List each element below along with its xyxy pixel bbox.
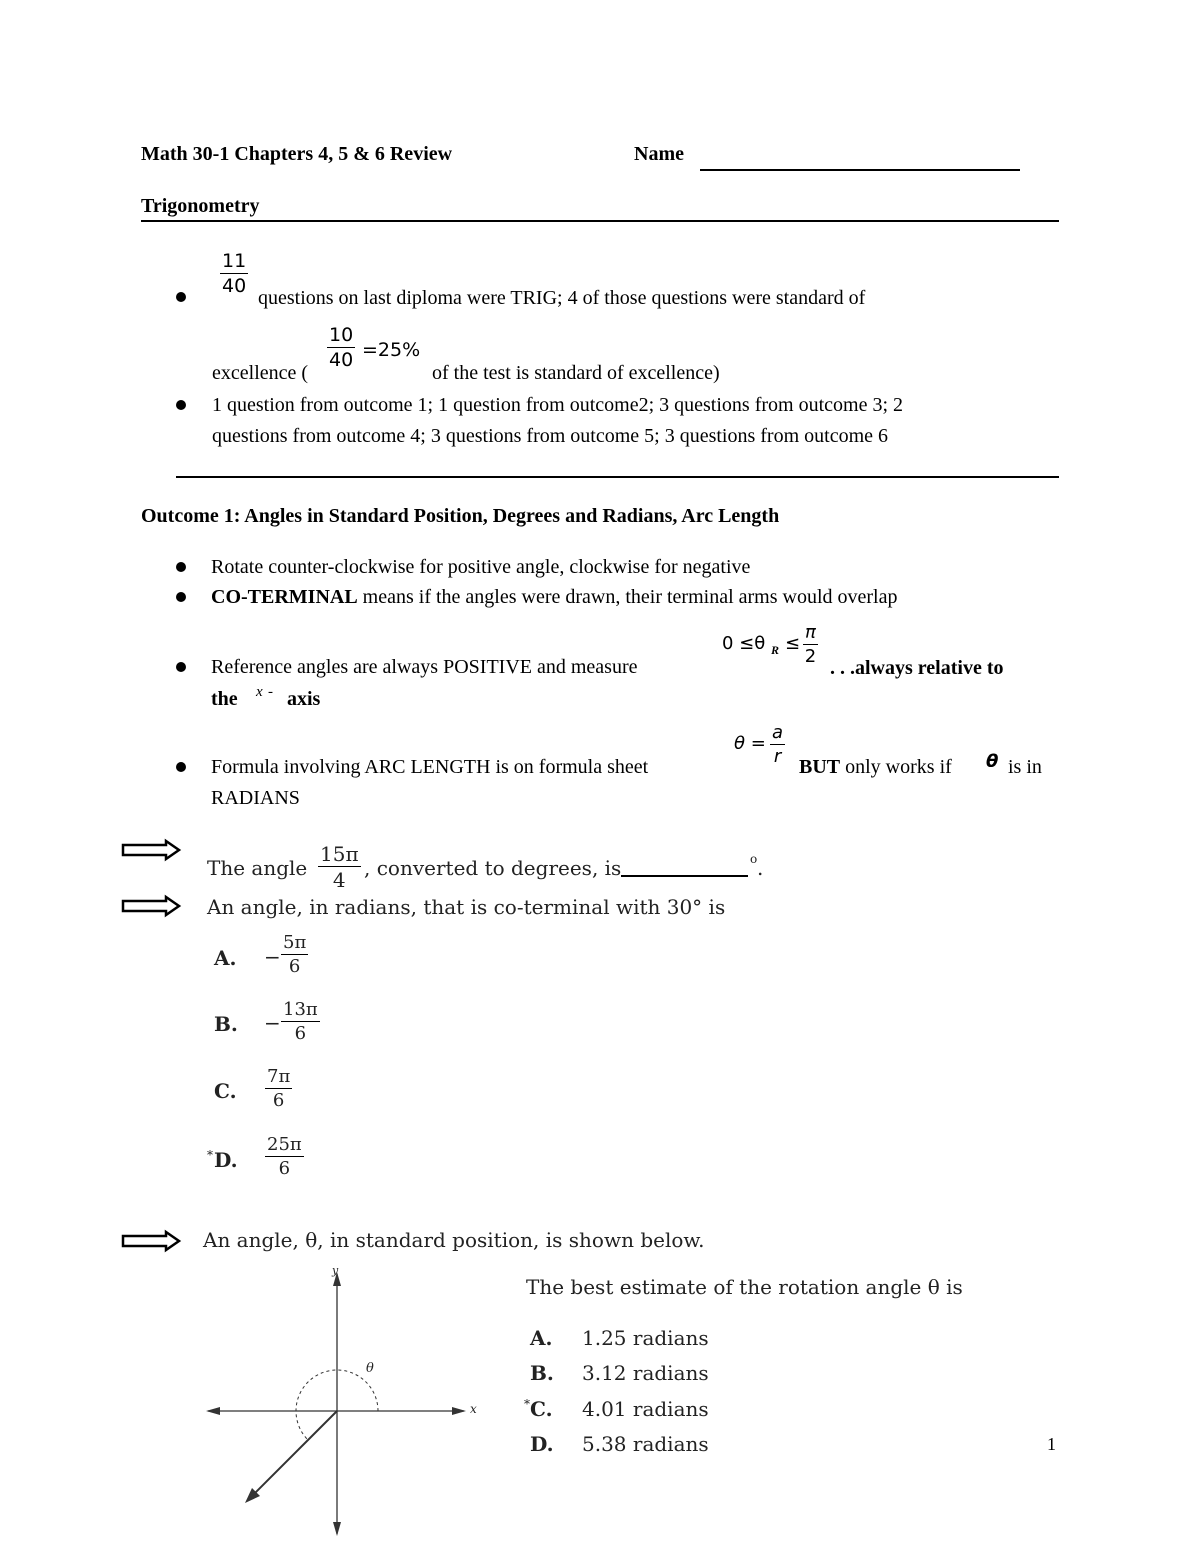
coterminal-term: CO-TERMINAL [211,586,358,608]
is-in-text: is in [1008,756,1042,778]
fraction-numerator: 11 [222,250,247,272]
y-axis-label: y [332,1264,339,1277]
q3-text: An angle, θ, in standard position, is shown below. [203,1228,705,1252]
outcome-1-bullet-4: Formula involving ARC LENGTH is on formula sheet [211,756,649,778]
but-word: BUT [799,756,841,778]
arc-formula-theta: θ = [734,733,766,754]
document-title: Math 30-1 Chapters 4, 5 & 6 Review [141,143,453,165]
outcome-1-heading: Outcome 1: Angles in Standard Position, Degrees and Radians, Arc Length [141,505,780,527]
x-variable: x [256,684,263,700]
q3-option-b-label: B. [530,1361,554,1385]
answer-mark: * [524,1397,530,1411]
q2-option-d-fraction [265,1136,304,1178]
bullet-dot [176,400,186,410]
reference-angle-inequality: 0 ≤θ [722,633,766,654]
fraction-denominator: 2 [804,646,817,667]
only-works-text: only works if [840,756,952,778]
the-text: the [211,688,238,710]
relative-to-text: . . .always relative to [830,657,1004,679]
q1-text: The angle [207,856,308,880]
fraction-11-40 [220,252,248,296]
q3-option-d-label: D. [530,1432,554,1456]
fraction-numerator: 13π [283,999,318,1020]
summary-line-2b: of the test is standard of excellence) [432,362,720,384]
axis-text: axis [287,688,321,710]
angle-diagram [200,1262,490,1540]
q3-prompt: The best estimate of the rotation angle θ is [526,1275,963,1299]
x-axis-arrow-left [206,1407,220,1415]
reference-le: ≤ [785,633,801,654]
coterminal-definition: means if the angles were drawn, their terminal arms would overlap [357,586,898,608]
fraction-denominator: 4 [332,868,346,892]
fraction-denominator: 40 [222,275,247,297]
q3-option-a-label: A. [530,1326,553,1350]
q2-option-a-sign: − [264,945,281,969]
q3-option-c-value: 4.01 radians [582,1397,709,1421]
fraction-pi-2 [803,624,818,666]
fraction-denominator: 6 [294,1023,307,1044]
x-axis-arrow-right [452,1407,466,1415]
q3-option-a-value: 1.25 radians [582,1326,709,1350]
fraction-denominator: 6 [288,956,301,977]
fraction-15pi-4 [318,844,361,890]
summary-line-2a: excellence ( [212,362,309,384]
fraction-numerator: 5π [283,932,307,953]
reference-subscript: R [771,643,780,657]
fraction-10-40 [327,326,355,370]
arrow-icon [122,840,180,860]
q2-option-b-sign: − [264,1011,281,1035]
bullet-dot [176,562,186,572]
fraction-denominator: 6 [272,1090,285,1111]
terminal-arm [250,1411,337,1498]
q1-answer-blank [621,875,748,877]
radians-text: RADIANS [211,787,300,809]
y-axis-arrow-bottom [333,1522,341,1536]
name-label: Name [634,143,684,165]
q2-option-a-label: A. [214,946,237,970]
summary-line-3: 1 question from outcome 1; 1 question from outcome2; 3 questions from outcome 3; 2 [212,394,904,416]
outcome-1-bullet-1: Rotate counter-clockwise for positive angle, clockwise for negative [211,556,751,578]
fraction-numerator: 10 [329,324,354,346]
bullet-dot [176,592,186,602]
fraction-denominator: r [773,746,782,767]
x-dash: - [268,684,273,700]
degree-symbol: o [750,852,758,866]
but-clause [799,756,952,779]
summary-rule [176,476,1059,478]
arrow-icon [122,1231,180,1251]
bullet-dot [176,762,186,772]
q2-option-a-fraction [281,934,308,976]
fraction-a-r [770,724,785,766]
q2-option-b-fraction [281,1001,320,1043]
q2-option-b-label: B. [214,1012,238,1036]
fraction-numerator: 7π [267,1066,291,1087]
theta-label: θ [366,1361,374,1376]
x-axis-label: x [470,1402,477,1416]
fraction-numerator: π [805,622,816,643]
answer-mark: * [207,1148,213,1162]
fraction-numerator: 25π [267,1134,302,1155]
outcome-1-bullet-2 [211,586,898,609]
q2-option-d-label: D. [214,1148,238,1172]
bullet-dot [176,662,186,672]
section-title: Trigonometry [141,195,260,217]
section-rule [141,220,1059,222]
page-number: 1 [1047,1434,1056,1454]
fraction-numerator: a [772,722,784,743]
name-blank-line [700,169,1020,171]
q1-period: . [757,856,764,880]
q3-option-d-value: 5.38 radians [582,1432,709,1456]
q2-option-c-fraction [265,1068,292,1110]
arrow-icon [122,896,180,916]
theta-symbol: θ [986,751,999,772]
bullet-dot [176,292,186,302]
q3-option-b-value: 3.12 radians [582,1361,709,1385]
percent-25: =25% [362,339,421,361]
fraction-denominator: 6 [278,1158,291,1179]
q3-option-c-label: C. [530,1397,553,1421]
q2-option-c-label: C. [214,1079,237,1103]
q1-rest: , converted to degrees, is [364,856,622,880]
fraction-denominator: 40 [329,349,354,371]
fraction-numerator: 15π [320,842,359,866]
outcome-1-bullet-3: Reference angles are always POSITIVE and measure [211,656,638,678]
summary-line-1: questions on last diploma were TRIG; 4 of those questions were standard of [258,287,866,309]
q2-text: An angle, in radians, that is co-terminal with 30° is [207,895,726,919]
summary-line-4: questions from outcome 4; 3 questions from outcome 5; 3 questions from outcome 6 [212,425,889,447]
